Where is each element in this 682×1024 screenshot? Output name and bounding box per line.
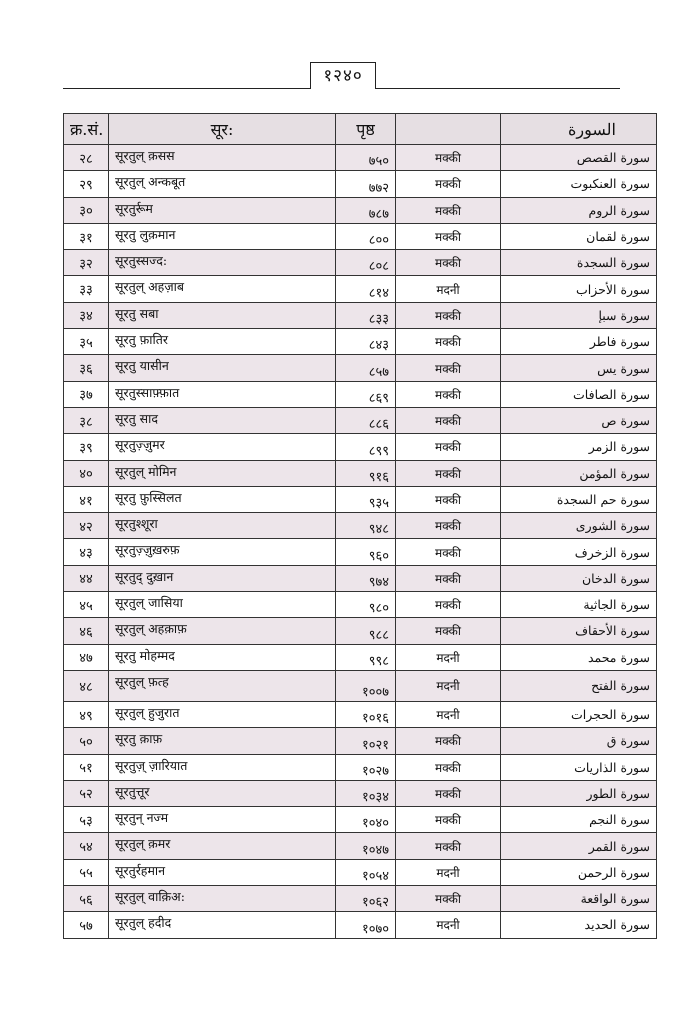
surah-name-cell: सूरतु फ़ातिर [109, 329, 336, 355]
arabic-surah-cell: سورة الفتح [501, 670, 657, 701]
surah-name-cell: सूरतु साद [109, 407, 336, 433]
table-row [64, 565, 657, 591]
arabic-surah-cell: سورة الروم [501, 197, 657, 223]
arabic-surah-cell: سورة الزخرف [501, 539, 657, 565]
arabic-surah-cell: سورة القصص [501, 145, 657, 171]
revelation-type-cell: मदनी [396, 276, 501, 302]
revelation-type-cell: मक्की [396, 460, 501, 486]
revelation-type-cell: मक्की [396, 407, 501, 433]
table-row [64, 250, 657, 276]
table-row [64, 302, 657, 328]
surah-name-cell: सूरतुन् नज्म [109, 807, 336, 833]
table-row [64, 171, 657, 197]
table-row [64, 807, 657, 833]
revelation-type-cell: मक्की [396, 223, 501, 249]
revelation-type-cell: मक्की [396, 486, 501, 512]
serial-number-cell: ५३ [64, 807, 109, 833]
arabic-surah-cell: سورة العنكبوت [501, 171, 657, 197]
table-row [64, 701, 657, 727]
revelation-type-cell: मक्की [396, 833, 501, 859]
surah-index-table [63, 113, 657, 939]
page-number-cell: ९१६ [336, 460, 396, 486]
page-number-cell: १०५४ [336, 859, 396, 885]
page-number-cell: ९७४ [336, 565, 396, 591]
table-row [64, 276, 657, 302]
surah-name-cell: सूरतु मोहम्मद [109, 644, 336, 670]
surah-name-cell: सूरतुल् वाक़िअ: [109, 886, 336, 912]
serial-number-cell: ४४ [64, 565, 109, 591]
header-revelation-type [396, 114, 501, 145]
revelation-type-cell: मदनी [396, 912, 501, 938]
arabic-surah-cell: سورة الأحقاف [501, 618, 657, 644]
serial-number-cell: ३७ [64, 381, 109, 407]
surah-name-cell: सूरतु फ़ुस्सिलत [109, 486, 336, 512]
serial-number-cell: ४८ [64, 670, 109, 701]
revelation-type-cell: मदनी [396, 670, 501, 701]
revelation-type-cell: मक्की [396, 250, 501, 276]
serial-number-cell: ५१ [64, 754, 109, 780]
page-number-cell: ७७२ [336, 171, 396, 197]
surah-name-cell: सूरतुल् फ़त्ह [109, 670, 336, 701]
serial-number-cell: ३५ [64, 329, 109, 355]
revelation-type-cell: मक्की [396, 539, 501, 565]
table-row [64, 223, 657, 249]
arabic-surah-cell: سورة ق [501, 728, 657, 754]
arabic-surah-cell: سورة حم السجدة [501, 486, 657, 512]
page-number-cell: ८०० [336, 223, 396, 249]
surah-name-cell: सूरतुर्रहमान [109, 859, 336, 885]
table-row [64, 407, 657, 433]
table-row [64, 197, 657, 223]
surah-name-cell: सूरतुल् अन्कबूत [109, 171, 336, 197]
serial-number-cell: ३४ [64, 302, 109, 328]
revelation-type-cell: मक्की [396, 754, 501, 780]
revelation-type-cell: मक्की [396, 329, 501, 355]
header-surah: सूर: [109, 114, 336, 145]
table-row [64, 644, 657, 670]
revelation-type-cell: मक्की [396, 886, 501, 912]
arabic-surah-cell: سورة النجم [501, 807, 657, 833]
arabic-surah-cell: سورة الحجرات [501, 701, 657, 727]
header-serial-number: क्र.सं. [64, 114, 109, 145]
surah-name-cell: सूरतुद् दुख़ान [109, 565, 336, 591]
arabic-surah-cell: سورة سبإ [501, 302, 657, 328]
serial-number-cell: ३२ [64, 250, 109, 276]
page-number-cell: १०४७ [336, 833, 396, 859]
arabic-surah-cell: سورة يس [501, 355, 657, 381]
revelation-type-cell: मक्की [396, 807, 501, 833]
arabic-surah-cell: سورة الرحمن [501, 859, 657, 885]
surah-name-cell: सूरतुल् हुजुरात [109, 701, 336, 727]
revelation-type-cell: मक्की [396, 592, 501, 618]
page-number-cell: ८८६ [336, 407, 396, 433]
revelation-type-cell: मक्की [396, 197, 501, 223]
surah-name-cell: सूरतुल् हदीद [109, 912, 336, 938]
serial-number-cell: ५२ [64, 780, 109, 806]
revelation-type-cell: मक्की [396, 355, 501, 381]
arabic-surah-cell: سورة الجاثية [501, 592, 657, 618]
arabic-surah-cell: سورة لقمان [501, 223, 657, 249]
surah-name-cell: सूरतुल् अहज़ाब [109, 276, 336, 302]
serial-number-cell: ३३ [64, 276, 109, 302]
table-row [64, 539, 657, 565]
page-number-cell: १०२१ [336, 728, 396, 754]
serial-number-cell: २८ [64, 145, 109, 171]
surah-name-cell: सूरतुज़् ज़ारियात [109, 754, 336, 780]
table-row [64, 513, 657, 539]
surah-name-cell: सूरतुत्तूर [109, 780, 336, 806]
page-number-cell: १०४० [336, 807, 396, 833]
surah-name-cell: सूरतुस्साफ़्फ़ात [109, 381, 336, 407]
surah-name-cell: सूरतु सबा [109, 302, 336, 328]
serial-number-cell: ३६ [64, 355, 109, 381]
page-number: १२४० [310, 62, 376, 89]
surah-name-cell: सूरतुश्शूरा [109, 513, 336, 539]
page-number-cell: ८३३ [336, 302, 396, 328]
surah-name-cell: सूरतु लुक़मान [109, 223, 336, 249]
revelation-type-cell: मक्की [396, 171, 501, 197]
serial-number-cell: ४६ [64, 618, 109, 644]
serial-number-cell: ४१ [64, 486, 109, 512]
revelation-type-cell: मदनी [396, 859, 501, 885]
surah-name-cell: सूरतुर्रूम [109, 197, 336, 223]
arabic-surah-cell: سورة الدخان [501, 565, 657, 591]
table-row [64, 833, 657, 859]
page-number-cell: ९६० [336, 539, 396, 565]
arabic-surah-cell: سورة ص [501, 407, 657, 433]
revelation-type-cell: मक्की [396, 145, 501, 171]
surah-name-cell: सूरतुज़्ज़ुमर [109, 434, 336, 460]
page-number-cell: ८१४ [336, 276, 396, 302]
page-number-cell: ७५० [336, 145, 396, 171]
table-row [64, 434, 657, 460]
serial-number-cell: ५७ [64, 912, 109, 938]
arabic-surah-cell: سورة القمر [501, 833, 657, 859]
table-row [64, 460, 657, 486]
page-number-cell: ८६९ [336, 381, 396, 407]
page-number-cell: १०६२ [336, 886, 396, 912]
page-number-cell: १०२७ [336, 754, 396, 780]
serial-number-cell: ५० [64, 728, 109, 754]
serial-number-cell: ५६ [64, 886, 109, 912]
serial-number-cell: ५४ [64, 833, 109, 859]
table-row [64, 780, 657, 806]
surah-name-cell: सूरतुल् अहक़ाफ़ [109, 618, 336, 644]
surah-name-cell: सूरतु क़ाफ़ [109, 728, 336, 754]
page-number-cell: १०१६ [336, 701, 396, 727]
arabic-surah-cell: سورة الحديد [501, 912, 657, 938]
page-number-cell: ८०८ [336, 250, 396, 276]
arabic-surah-cell: سورة محمد [501, 644, 657, 670]
page-number-cell: १०३४ [336, 780, 396, 806]
page-number-cell: ८५७ [336, 355, 396, 381]
page-number-cell: ९८८ [336, 618, 396, 644]
serial-number-cell: ४० [64, 460, 109, 486]
serial-number-cell: ३१ [64, 223, 109, 249]
revelation-type-cell: मक्की [396, 780, 501, 806]
serial-number-cell: ४५ [64, 592, 109, 618]
revelation-type-cell: मक्की [396, 513, 501, 539]
revelation-type-cell: मक्की [396, 618, 501, 644]
page-number-cell: ९४८ [336, 513, 396, 539]
arabic-surah-cell: سورة الذاريات [501, 754, 657, 780]
serial-number-cell: ३८ [64, 407, 109, 433]
table-row [64, 754, 657, 780]
revelation-type-cell: मक्की [396, 434, 501, 460]
serial-number-cell: ३० [64, 197, 109, 223]
page-number-cell: १०७० [336, 912, 396, 938]
page-number-cell: १००७ [336, 670, 396, 701]
serial-number-cell: ४९ [64, 701, 109, 727]
page-number-cell: ९३५ [336, 486, 396, 512]
arabic-surah-cell: سورة الشورى [501, 513, 657, 539]
revelation-type-cell: मक्की [396, 302, 501, 328]
table-row [64, 329, 657, 355]
arabic-surah-cell: سورة الواقعة [501, 886, 657, 912]
table-row [64, 912, 657, 938]
header-arabic-surah: السورة [501, 114, 657, 145]
serial-number-cell: ४७ [64, 644, 109, 670]
revelation-type-cell: मक्की [396, 728, 501, 754]
arabic-surah-cell: سورة الأحزاب [501, 276, 657, 302]
page-number-cell: ९९८ [336, 644, 396, 670]
table-row [64, 670, 657, 701]
revelation-type-cell: मदनी [396, 701, 501, 727]
table-row [64, 486, 657, 512]
arabic-surah-cell: سورة السجدة [501, 250, 657, 276]
table-row [64, 145, 657, 171]
serial-number-cell: ३९ [64, 434, 109, 460]
surah-name-cell: सूरतुज़्ज़ुख़रुफ़ [109, 539, 336, 565]
page-number-cell: ७८७ [336, 197, 396, 223]
table-row [64, 728, 657, 754]
arabic-surah-cell: سورة الطور [501, 780, 657, 806]
table-header-row [64, 114, 657, 145]
serial-number-cell: ५५ [64, 859, 109, 885]
table-row [64, 592, 657, 618]
header-page: पृष्ठ [336, 114, 396, 145]
surah-name-cell: सूरतुल् क़सस [109, 145, 336, 171]
page-number-cell: ९८० [336, 592, 396, 618]
page-header [63, 56, 620, 96]
arabic-surah-cell: سورة الصافات [501, 381, 657, 407]
table-row [64, 859, 657, 885]
revelation-type-cell: मक्की [396, 381, 501, 407]
arabic-surah-cell: سورة الزمر [501, 434, 657, 460]
arabic-surah-cell: سورة فاطر [501, 329, 657, 355]
table-row [64, 618, 657, 644]
table-row [64, 355, 657, 381]
surah-name-cell: सूरतु यासीन [109, 355, 336, 381]
serial-number-cell: २९ [64, 171, 109, 197]
serial-number-cell: ४२ [64, 513, 109, 539]
page-number-cell: ८४३ [336, 329, 396, 355]
table-row [64, 381, 657, 407]
arabic-surah-cell: سورة المؤمن [501, 460, 657, 486]
surah-name-cell: सूरतुस्सज्द: [109, 250, 336, 276]
revelation-type-cell: मक्की [396, 565, 501, 591]
revelation-type-cell: मदनी [396, 644, 501, 670]
surah-name-cell: सूरतुल् क़मर [109, 833, 336, 859]
serial-number-cell: ४३ [64, 539, 109, 565]
surah-name-cell: सूरतुल् जासिया [109, 592, 336, 618]
page-number-cell: ८९९ [336, 434, 396, 460]
surah-name-cell: सूरतुल् मोमिन [109, 460, 336, 486]
table-row [64, 886, 657, 912]
